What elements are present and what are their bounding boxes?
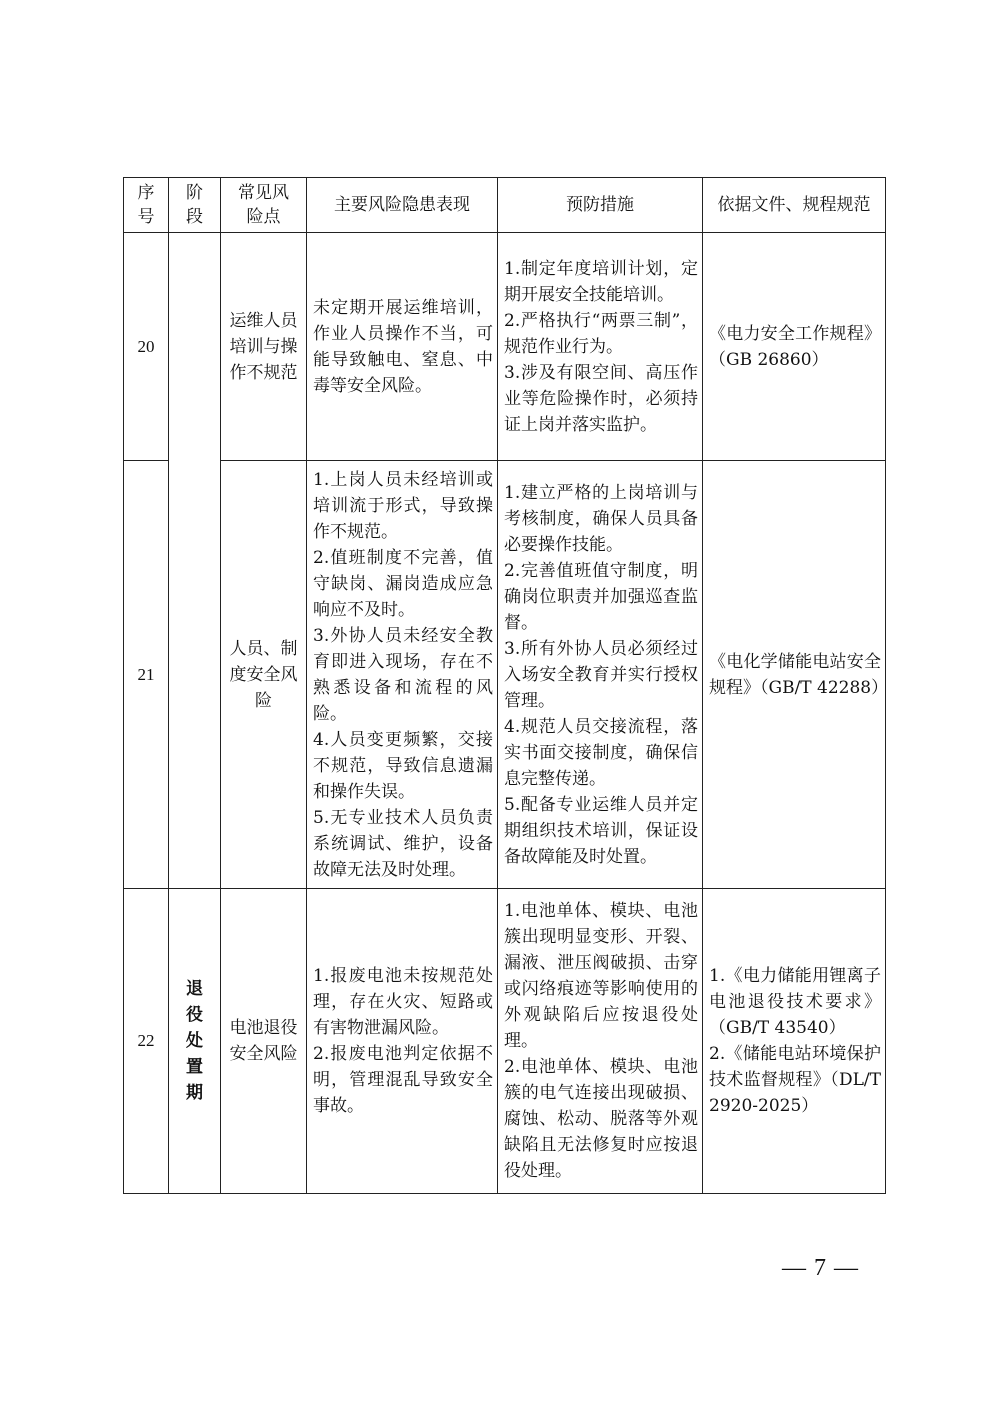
basis-item: 2.《储能电站环境保护技术监督规程》（DL/T 2920-2025） (709, 1044, 881, 1116)
prevention (498, 233, 703, 461)
header-manifestation: 主要风险隐患表现 (307, 178, 498, 233)
header-prevention: 预防措施 (498, 178, 703, 233)
prevention-item: 2.电池单体、模块、电池簇的电气连接出现破损、腐蚀、松动、脱落等外观缺陷且无法修复时应按退役处理。 (504, 1057, 698, 1181)
header-row (124, 178, 886, 233)
manifestation-item: 2.值班制度不完善，值守缺岗、漏岗造成应急响应不及时。 (313, 547, 493, 620)
risk-point: 人员、制度安全风险 (221, 461, 307, 889)
table-row (124, 461, 886, 889)
manifestation-item: 2.报废电池判定依据不明，管理混乱导致安全事故。 (313, 1044, 493, 1116)
row-number: 20 (124, 233, 169, 461)
manifestation (307, 889, 498, 1194)
prevention-item: 3.所有外协人员必须经过入场安全教育并实行授权管理。 (504, 638, 698, 711)
stage-cell-empty (169, 233, 221, 889)
manifestation-item: 1.报废电池未按规范处理，存在火灾、短路或有害物泄漏风险。 (313, 966, 493, 1038)
prevention-item: 5.配备专业运维人员并定期组织技术培训，保证设备故障能及时处置。 (504, 794, 698, 867)
risk-table (123, 177, 889, 1194)
header-risk-point: 常见风险点 (221, 178, 307, 233)
basis-item: 1.《电力储能用锂离子电池退役技术要求》（GB/T 43540） (709, 966, 881, 1038)
manifestation-item: 5.无专业技术人员负责系统调试、维护，设备故障无法及时处理。 (313, 807, 493, 880)
row-number: 22 (124, 889, 169, 1194)
prevention (498, 461, 703, 889)
header-basis: 依据文件、规程规范 (703, 178, 886, 233)
prevention-item: 4.规范人员交接流程，落实书面交接制度，确保信息完整传递。 (504, 716, 698, 789)
table-row (124, 233, 886, 461)
prevention-item: 1.电池单体、模块、电池簇出现明显变形、开裂、漏液、泄压阀破损、击穿或闪络痕迹等影响使用的外观缺陷后应按退役处理。 (504, 901, 698, 1051)
prevention-item: 2.完善值班值守制度，明确岗位职责并加强巡查监督。 (504, 560, 698, 633)
risk-point: 电池退役安全风险 (221, 889, 307, 1194)
basis-item: 《电力安全工作规程》（GB 26860） (709, 323, 881, 370)
manifestation (307, 233, 498, 461)
row-number: 21 (124, 461, 169, 889)
manifestation (307, 461, 498, 889)
prevention (498, 889, 703, 1194)
prevention-item: 1.建立严格的上岗培训与考核制度，确保人员具备必要操作技能。 (504, 482, 698, 555)
basis (703, 889, 886, 1194)
basis-item: 《电化学储能电站安全规程》（GB/T 42288） (709, 651, 889, 698)
prevention-item: 3.涉及有限空间、高压作业等危险操作时，必须持证上岗并落实监护。 (504, 362, 698, 435)
table-row (124, 889, 886, 1194)
basis (703, 233, 886, 461)
prevention-item: 1.制定年度培训计划，定期开展安全技能培训。 (504, 258, 698, 305)
manifestation-item: 1.上岗人员未经培训或培训流于形式，导致操作不规范。 (313, 469, 493, 542)
prevention-item: 2.严格执行“两票三制”，规范作业行为。 (504, 310, 698, 357)
stage-label: 退役处置期 (169, 889, 221, 1194)
header-no: 序号 (124, 178, 169, 233)
header-stage: 阶段 (169, 178, 221, 233)
manifestation-item: 4.人员变更频繁，交接不规范，导致信息遗漏和操作失误。 (313, 729, 493, 802)
manifestation-item: 未定期开展运维培训，作业人员操作不当，可能导致触电、窒息、中毒等安全风险。 (313, 297, 493, 396)
page-number: — 7 — (782, 1255, 859, 1281)
manifestation-item: 3.外协人员未经安全教育即进入现场，存在不熟悉设备和流程的风险。 (313, 625, 493, 724)
risk-point: 运维人员培训与操作不规范 (221, 233, 307, 461)
basis (703, 461, 889, 889)
